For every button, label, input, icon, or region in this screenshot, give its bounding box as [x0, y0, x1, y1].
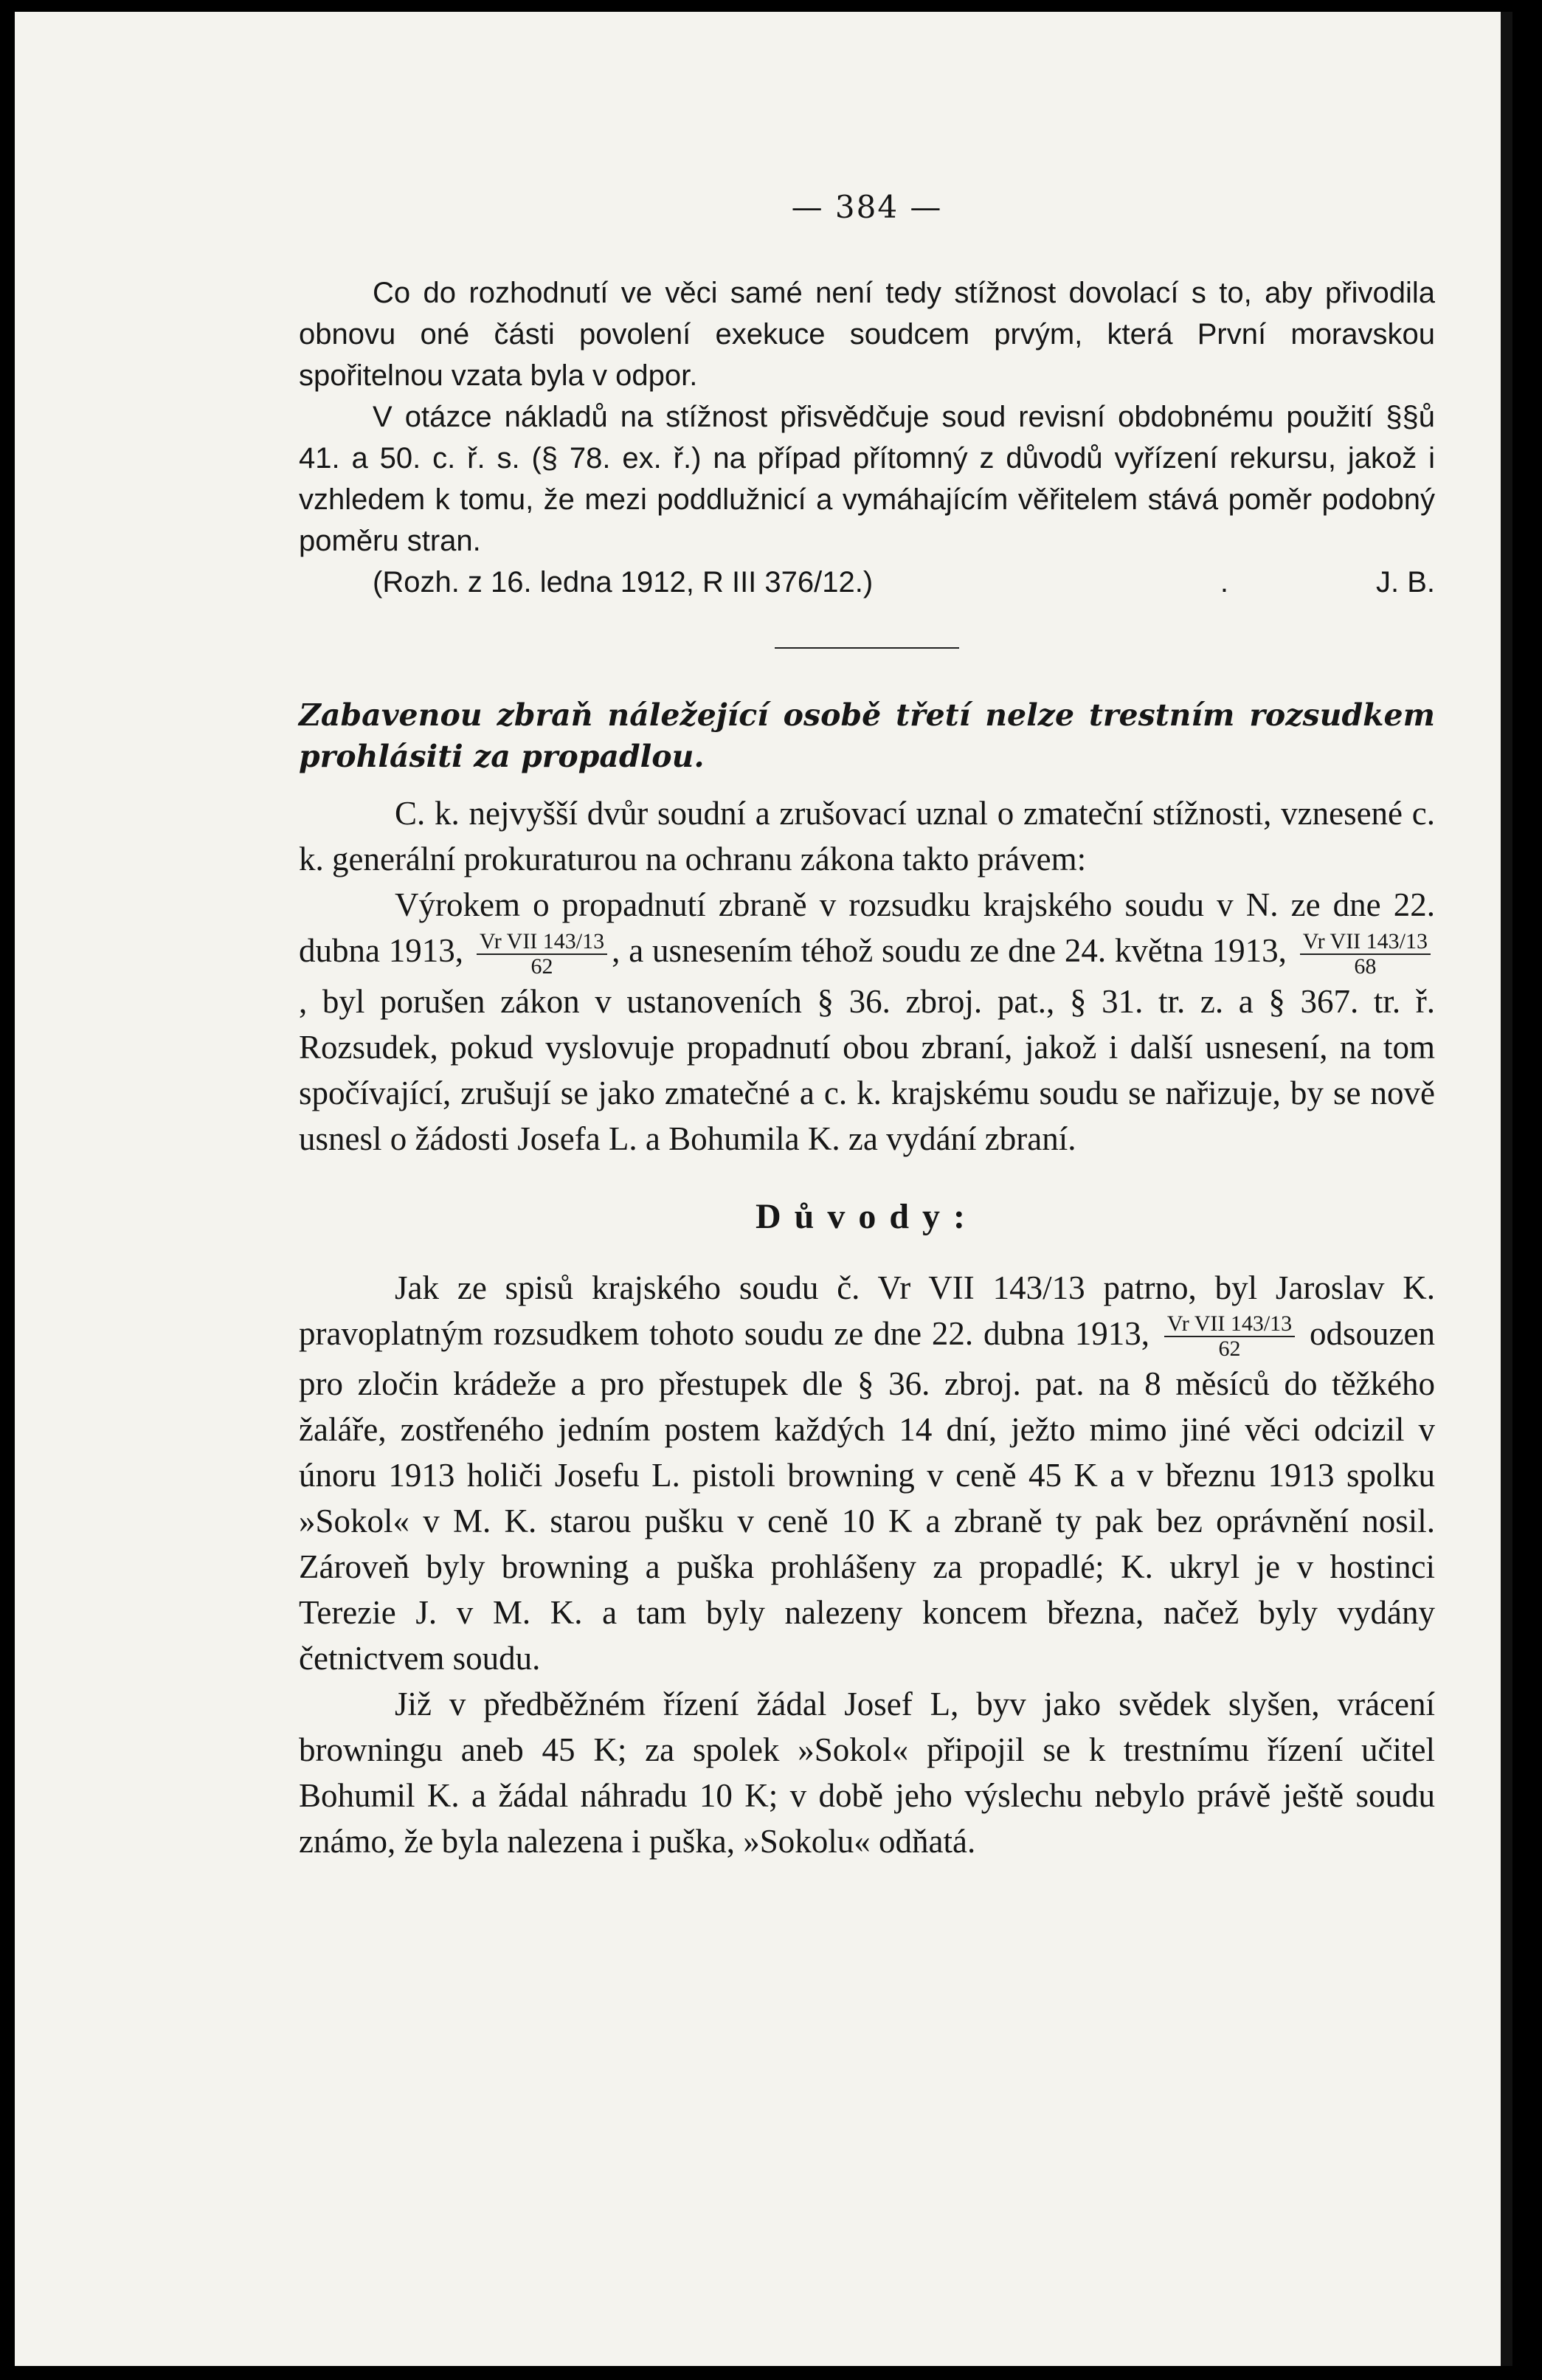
page-edge-shadow — [1501, 12, 1512, 2366]
fraction-numerator: Vr VII 143/13 — [1164, 1312, 1295, 1337]
decision-reference: (Rozh. z 16. ledna 1912, R III 376/12.) — [373, 566, 874, 599]
previous-decision-ending — [299, 272, 1435, 603]
decision-reference-line — [299, 562, 1435, 603]
page-content — [299, 189, 1435, 1864]
section-divider — [775, 647, 959, 649]
scanned-page — [15, 12, 1512, 2366]
case-headline: Zabavenou zbraň náležející osobě třetí nelze trestním rozsudkem prohlásiti za propadlou. — [299, 697, 1435, 774]
page-number: — 384 — — [791, 189, 943, 225]
text-run: Výrokem o propadnutí zbraně v rozsudku krajského soudu v N. ze dne 22. dubna 1913, — [299, 886, 1435, 969]
decision-body — [299, 790, 1435, 1864]
paragraph — [299, 1265, 1435, 1682]
text-run: Jak ze spisů krajského soudu č. Vr VII 143/13 patrno, byl Jaroslav K. pravoplatným rozsudkem tohoto soudu ze dne 22. dubna 1913, — [299, 1269, 1435, 1352]
fraction-denominator: 62 — [1218, 1336, 1241, 1362]
text-run: , byl porušen zákon v ustanoveních § 36. zbroj. pat., § 31. tr. z. a § 367. tr. ř. Rozsudek, pokud vyslovuje propadnutí obou zbraní, jakož i další usnesení, na tom spočívající, zrušují se jako zmatečné a c. k. krajskému soudu se nařizuje, by se nově usnesl o žádosti Josefa L. a Bohumila K. za vydání zbraní. — [299, 982, 1435, 1157]
case-number-fraction — [1300, 930, 1431, 979]
author-initials: J. B. — [1375, 566, 1435, 599]
reference-dot: . — [1220, 566, 1228, 599]
fraction-numerator: Vr VII 143/13 — [1300, 930, 1431, 955]
text-run: odsouzen pro zločin krádeže a pro přestupek dle § 36. zbroj. pat. na 8 měsíců do těžkého žaláře, zostřeného jedním postem každých 14 dní, ježto mimo jiné věci odcizil v únoru 1913 holiči Josefu L. pistoli browning v ceně 45 K a v březnu 1913 spolku »Sokol« v M. K. starou pušku v ceně 10 K a zbraně ty pak bez oprávnění nosil. Zároveň byly browning a puška prohlášeny za propadlé; K. ukryl je v hostinci Terezie J. v M. K. a tam byly nalezeny koncem března, načež byly vydány četnictvem soudu. — [299, 1314, 1435, 1677]
paragraph: Co do rozhodnutí ve věci samé není tedy stížnost dovolací s to, aby přivodila obnovu oné části povolení exekuce soudcem prvým, která První moravskou spořitelnou vzata byla v odpor. — [299, 277, 1435, 392]
paragraph: Již v předběžném řízení žádal Josef L, byv jako svědek slyšen, vrácení browningu aneb 45 K; za spolek »Sokol« připojil se k trestnímu řízení učitel Bohumil K. a žádal náhradu 10 K; v době jeho výslechu nebylo právě ještě soudu známo, že byla nalezena i puška, »Sokolu« odňatá. — [299, 1686, 1435, 1860]
fraction-denominator: 68 — [1354, 953, 1377, 979]
fraction-numerator: Vr VII 143/13 — [477, 930, 607, 955]
text-run: , a usnesením téhož soudu ze dne 24. května 1913, — [612, 932, 1287, 969]
paragraph — [299, 882, 1435, 1162]
paragraph: C. k. nejvyšší dvůr soudní a zrušovací uznal o zmateční stížnosti, vznesené c. k. generální prokuraturou na ochranu zákona takto právem: — [299, 795, 1435, 877]
case-number-fraction — [1164, 1312, 1295, 1361]
case-number-fraction — [477, 930, 607, 979]
fraction-denominator: 62 — [530, 953, 553, 979]
reasons-heading: Důvody: — [755, 1196, 979, 1236]
paragraph: V otázce nákladů na stížnost přisvědčuje soud revisní obdobnému použití §§ů 41. a 50. c. ř. s. (§ 78. ex. ř.) na případ přítomný z důvodů vyřízení rekursu, jakož i vzhledem k tomu, že mezi poddlužnicí a vymáhajícím věřitelem stává poměr podobný poměru stran. — [299, 401, 1435, 557]
